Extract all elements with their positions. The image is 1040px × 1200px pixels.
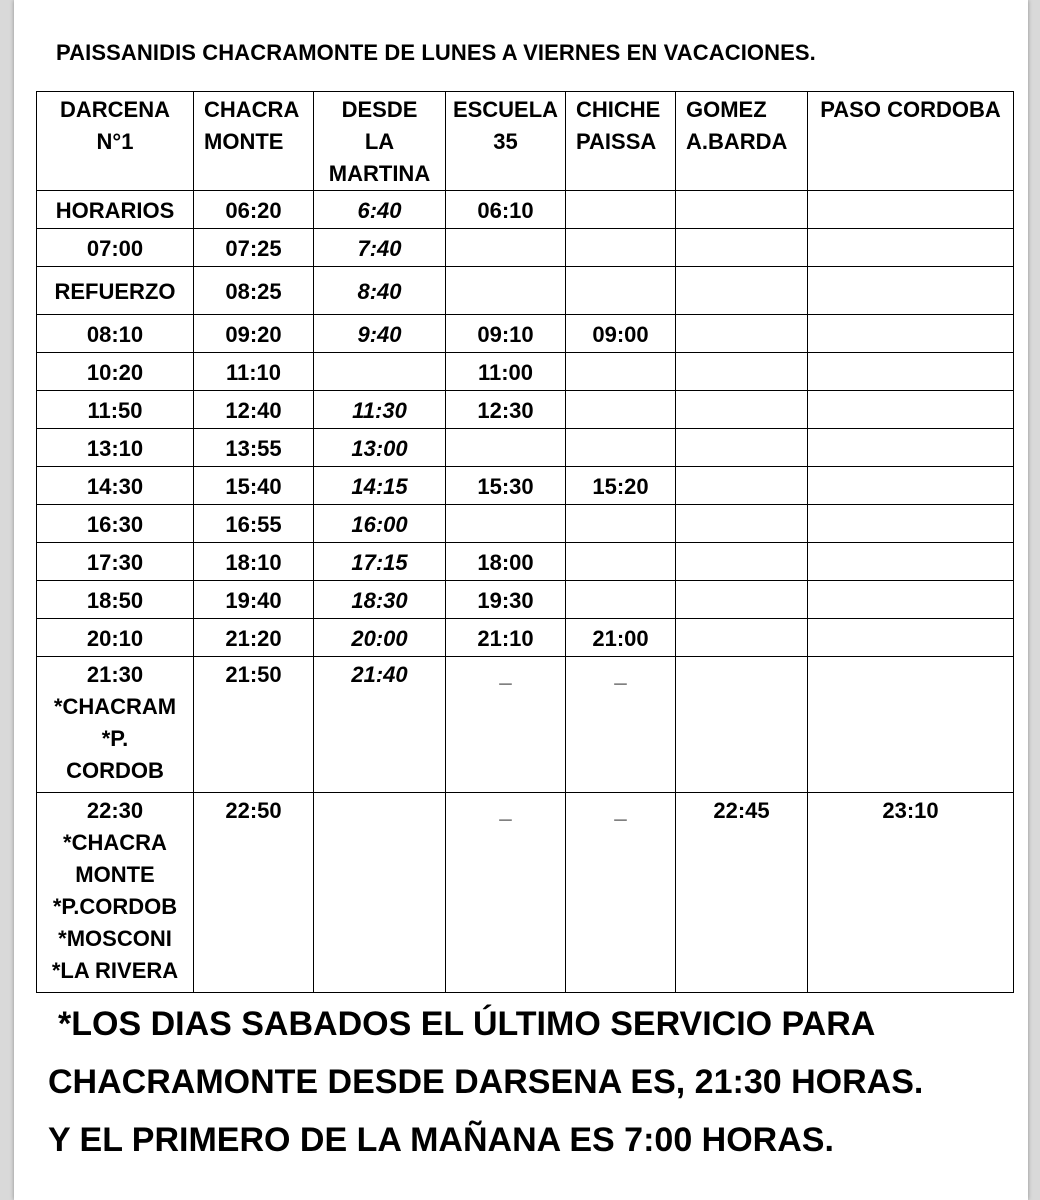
cell-text: 11:00 [477, 359, 534, 385]
cell-text: 20:00 [351, 625, 408, 651]
cell-text: 35 [493, 129, 518, 154]
cell-escuela-35 [446, 467, 566, 505]
cell-text: 13:10 [86, 435, 144, 461]
cell-text: MONTE [204, 129, 284, 154]
cell-text: 07:25 [225, 235, 282, 261]
cell-text: 14:15 [351, 473, 408, 499]
cell-text: 18:30 [351, 587, 408, 613]
cell-gomez-abarda [676, 191, 808, 229]
cell-text: 8:40 [357, 278, 402, 304]
cell-text: 08:10 [86, 321, 144, 347]
cell-escuela-35 [446, 793, 566, 993]
cell-text: 21:00 [592, 625, 649, 651]
cell-chiche-paissa [566, 315, 676, 353]
cell-escuela-35 [446, 657, 566, 793]
cell-chacramonte [194, 315, 314, 353]
table-row [37, 391, 1014, 429]
cell-text: 17:30 [86, 549, 144, 575]
cell-gomez-abarda [676, 619, 808, 657]
cell-text: 08:25 [225, 278, 282, 304]
cell-text: *MOSCONI [58, 926, 172, 951]
cell-escuela-35 [446, 543, 566, 581]
cell-desde-la-martina [314, 391, 446, 429]
cell-text: 19:30 [477, 587, 534, 613]
cell-desde-la-martina [314, 657, 446, 793]
cell-text: 18:50 [86, 587, 144, 613]
cell-darcena [37, 315, 194, 353]
cell-text: 09:10 [477, 321, 534, 347]
cell-darcena [37, 543, 194, 581]
cell-text: CORDOB [66, 758, 164, 783]
cell-chacramonte [194, 267, 314, 315]
table-row [37, 229, 1014, 267]
table-row [37, 467, 1014, 505]
cell-text: 19:40 [225, 587, 282, 613]
cell-escuela-35 [446, 505, 566, 543]
cell-gomez-abarda [676, 353, 808, 391]
cell-text: 06:10 [477, 197, 534, 223]
cell-darcena [37, 229, 194, 267]
cell-text: 10:20 [86, 359, 144, 385]
cell-text: 9:40 [357, 321, 402, 347]
cell-escuela-35 [446, 581, 566, 619]
table-row [37, 353, 1014, 391]
cell-text: 15:20 [592, 473, 649, 499]
cell-darcena [37, 619, 194, 657]
cell-text: _ [499, 662, 512, 687]
table-row [37, 543, 1014, 581]
table-row [37, 657, 1014, 793]
cell-gomez-abarda [676, 467, 808, 505]
cell-text: 21:20 [225, 625, 282, 651]
cell-gomez-abarda [676, 229, 808, 267]
cell-chacramonte [194, 793, 314, 993]
cell-gomez-abarda [676, 793, 808, 993]
cell-text: CHICHE [576, 97, 661, 122]
cell-text: 21:30 [86, 662, 144, 687]
cell-text: A.BARDA [686, 129, 788, 154]
cell-paso-cordoba [808, 191, 1014, 229]
cell-gomez-abarda [676, 543, 808, 581]
cell-paso-cordoba [808, 391, 1014, 429]
header-row [37, 92, 1014, 191]
cell-text: *LA RIVERA [51, 958, 179, 983]
page-title: PAISSANIDIS CHACRAMONTE DE LUNES A VIERNES EN VACACIONES. [56, 40, 816, 65]
cell-chacramonte [194, 429, 314, 467]
cell-text: 12:40 [225, 397, 282, 423]
cell-text: 22:50 [225, 798, 282, 823]
table-row [37, 267, 1014, 315]
cell-chacramonte [194, 581, 314, 619]
header-chacramonte [194, 92, 314, 191]
cell-chiche-paissa [566, 391, 676, 429]
cell-chacramonte [194, 657, 314, 793]
header-gomez-abarda [676, 92, 808, 191]
cell-escuela-35 [446, 353, 566, 391]
cell-paso-cordoba [808, 619, 1014, 657]
cell-escuela-35 [446, 619, 566, 657]
cell-text: _ [499, 798, 512, 823]
cell-paso-cordoba [808, 543, 1014, 581]
cell-paso-cordoba [808, 429, 1014, 467]
cell-text: 18:10 [225, 549, 282, 575]
cell-gomez-abarda [676, 391, 808, 429]
cell-chiche-paissa [566, 429, 676, 467]
cell-text: *P. [101, 726, 129, 751]
cell-desde-la-martina [314, 229, 446, 267]
cell-desde-la-martina [314, 467, 446, 505]
cell-gomez-abarda [676, 429, 808, 467]
footer-note [48, 995, 923, 1169]
header-paso-cordoba [808, 92, 1014, 191]
footer-line: Y EL PRIMERO DE LA MAÑANA ES 7:00 HORAS. [48, 1121, 834, 1159]
cell-text: DARCENA [60, 97, 170, 122]
table-row [37, 191, 1014, 229]
cell-paso-cordoba [808, 353, 1014, 391]
cell-darcena [37, 581, 194, 619]
cell-text: 16:00 [351, 511, 408, 537]
cell-chiche-paissa [566, 467, 676, 505]
cell-darcena [37, 191, 194, 229]
cell-desde-la-martina [314, 619, 446, 657]
cell-paso-cordoba [808, 793, 1014, 993]
schedule-table [36, 91, 1014, 993]
cell-darcena [37, 429, 194, 467]
table-row [37, 315, 1014, 353]
cell-gomez-abarda [676, 315, 808, 353]
cell-text: 16:30 [86, 511, 144, 537]
cell-darcena [37, 267, 194, 315]
cell-chiche-paissa [566, 229, 676, 267]
table-row [37, 619, 1014, 657]
table-row [37, 581, 1014, 619]
schedule-body [37, 92, 1014, 993]
cell-text: 20:10 [86, 625, 144, 651]
cell-paso-cordoba [808, 229, 1014, 267]
cell-text: 22:30 [86, 798, 144, 823]
cell-text: _ [614, 662, 627, 687]
cell-escuela-35 [446, 315, 566, 353]
cell-desde-la-martina [314, 505, 446, 543]
cell-chiche-paissa [566, 191, 676, 229]
cell-escuela-35 [446, 429, 566, 467]
cell-chiche-paissa [566, 353, 676, 391]
header-desde-la-martina [314, 92, 446, 191]
cell-chiche-paissa [566, 793, 676, 993]
cell-desde-la-martina [314, 543, 446, 581]
cell-text: 23:10 [882, 798, 939, 823]
cell-darcena [37, 505, 194, 543]
cell-text: 21:50 [225, 662, 282, 687]
cell-text: 12:30 [477, 397, 534, 423]
cell-darcena [37, 793, 194, 993]
cell-gomez-abarda [676, 657, 808, 793]
cell-text: 21:40 [351, 662, 408, 687]
header-darcena [37, 92, 194, 191]
cell-text: 16:55 [225, 511, 282, 537]
cell-text: 13:55 [225, 435, 282, 461]
cell-text: HORARIOS [55, 197, 175, 223]
cell-paso-cordoba [808, 467, 1014, 505]
document-page [14, 0, 1028, 1200]
cell-text: 18:00 [477, 549, 534, 575]
cell-text: 11:50 [87, 397, 143, 423]
cell-text: 21:10 [477, 625, 534, 651]
cell-darcena [37, 391, 194, 429]
cell-text: MARTINA [328, 161, 431, 186]
cell-text: PASO CORDOBA [820, 97, 1001, 122]
table-row [37, 505, 1014, 543]
cell-chiche-paissa [566, 543, 676, 581]
table-row [37, 793, 1014, 993]
cell-chacramonte [194, 353, 314, 391]
cell-paso-cordoba [808, 657, 1014, 793]
cell-text: *CHACRAM [53, 694, 177, 719]
cell-chacramonte [194, 229, 314, 267]
cell-darcena [37, 353, 194, 391]
cell-escuela-35 [446, 391, 566, 429]
cell-text: _ [614, 798, 627, 823]
cell-desde-la-martina [314, 191, 446, 229]
cell-text: MONTE [75, 862, 155, 887]
cell-chiche-paissa [566, 505, 676, 543]
cell-gomez-abarda [676, 505, 808, 543]
cell-desde-la-martina [314, 353, 446, 391]
cell-text: 6:40 [357, 197, 402, 223]
cell-text: 7:40 [357, 235, 402, 261]
cell-escuela-35 [446, 191, 566, 229]
cell-text: 17:15 [351, 549, 408, 575]
cell-chacramonte [194, 191, 314, 229]
cell-text: 09:00 [592, 321, 649, 347]
cell-chiche-paissa [566, 657, 676, 793]
cell-desde-la-martina [314, 429, 446, 467]
cell-gomez-abarda [676, 267, 808, 315]
cell-text: 09:20 [225, 321, 282, 347]
cell-escuela-35 [446, 267, 566, 315]
cell-text: 06:20 [225, 197, 282, 223]
footer-line: *LOS DIAS SABADOS EL ÚLTIMO SERVICIO PARA [58, 1005, 876, 1043]
cell-text: PAISSA [576, 129, 657, 154]
cell-text: 13:00 [351, 435, 408, 461]
cell-text: 14:30 [86, 473, 144, 499]
cell-text: 15:40 [225, 473, 282, 499]
cell-chiche-paissa [566, 267, 676, 315]
cell-desde-la-martina [314, 315, 446, 353]
cell-paso-cordoba [808, 267, 1014, 315]
cell-text: 07:00 [86, 235, 144, 261]
cell-chacramonte [194, 467, 314, 505]
cell-paso-cordoba [808, 505, 1014, 543]
cell-text: 11:30 [352, 397, 407, 423]
cell-darcena [37, 657, 194, 793]
table-row [37, 429, 1014, 467]
cell-chacramonte [194, 543, 314, 581]
cell-text: N°1 [96, 129, 134, 154]
header-chiche-paissa [566, 92, 676, 191]
cell-chacramonte [194, 505, 314, 543]
cell-paso-cordoba [808, 315, 1014, 353]
cell-gomez-abarda [676, 581, 808, 619]
cell-text: ESCUELA [452, 97, 559, 122]
cell-text: DESDE [341, 97, 418, 122]
footer-line: CHACRAMONTE DESDE DARSENA ES, 21:30 HORAS. [48, 1063, 924, 1101]
cell-text: LA [364, 129, 395, 154]
cell-text: CHACRA [204, 97, 300, 122]
cell-paso-cordoba [808, 581, 1014, 619]
cell-chiche-paissa [566, 581, 676, 619]
cell-darcena [37, 467, 194, 505]
cell-escuela-35 [446, 229, 566, 267]
cell-desde-la-martina [314, 793, 446, 993]
cell-text: GOMEZ [686, 97, 767, 122]
cell-chacramonte [194, 391, 314, 429]
cell-chacramonte [194, 619, 314, 657]
cell-text: 11:10 [225, 359, 282, 385]
cell-text: REFUERZO [54, 278, 176, 304]
cell-desde-la-martina [314, 581, 446, 619]
header-escuela-35 [446, 92, 566, 191]
cell-text: 15:30 [477, 473, 534, 499]
cell-text: *CHACRA [63, 830, 167, 855]
cell-chiche-paissa [566, 619, 676, 657]
cell-desde-la-martina [314, 267, 446, 315]
cell-text: 22:45 [713, 798, 770, 823]
cell-text: *P.CORDOB [52, 894, 178, 919]
